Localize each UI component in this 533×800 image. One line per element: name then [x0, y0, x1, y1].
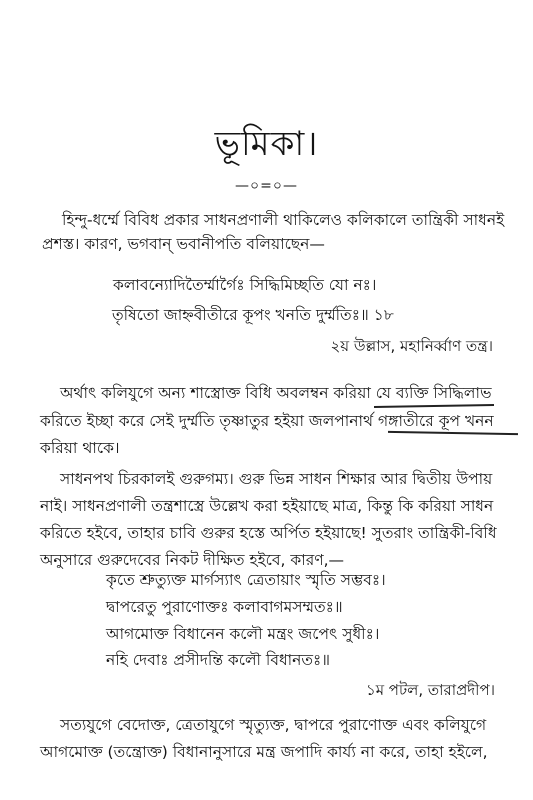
explanation-line-2: করিতে ইচ্ছা করে সেই দুর্ম্মতি তৃষ্ণাতুর হইয়া জলপানার্থ গঙ্গাতীরে কূপ খনন [40, 412, 494, 430]
pen-underline [374, 404, 494, 408]
sadhan-line-3: করিতে হইবে, তাহার চাবি গুরুর হস্তে অর্পিত হইয়াছে! সুতরাং তান্ত্রিকী-বিধি [40, 524, 497, 542]
sadhan-line-1: সাধনপথ চিরকালই গুরুগম্য। গুরু ভিন্ন সাধন শিক্ষার আর দ্বিতীয় উপায় [60, 470, 493, 488]
verse1-source: ২য় উল্লাস, মহানির্ব্বাণ তন্ত্র। [330, 337, 493, 355]
sadhan-line-4: অনুসারে গুরুদেবের নিকট দীক্ষিত হইবে, কারণ,— [40, 551, 345, 569]
intro-line-2: প্রশস্ত। কারণ, ভগবান্ ভবানীপতি বলিয়াছেন— [42, 235, 325, 253]
closing-line-2: আগমোক্ত (তন্ত্রোক্ত) বিধানানুসারে মন্ত্র জপাদি কার্য্য না করে, তাহা হইলে, [40, 743, 488, 761]
explanation-line-1: অর্থাৎ কলিযুগে অন্য শাস্ত্রোক্ত বিধি অবলম্বন করিয়া যে ব্যক্তি সিদ্ধিলাভ [60, 384, 492, 402]
page-title: ভূমিকা। [214, 124, 319, 164]
verse2-line-2: দ্বাপরেতু পুরাণোক্তঃ কলাবাগমসম্মতঃ॥ [106, 598, 343, 616]
closing-line-1: সত্যযুগে বেদোক্ত, ত্রেতাযুগে স্মৃত্যুক্ত, দ্বাপরে পুরাণোক্ত এবং কলিযুগে [60, 716, 487, 734]
sadhan-line-2: নাই। সাধনপ্রণালী তন্ত্রশাস্ত্রে উল্লেখ করা হইয়াছে মাত্র, কিন্তু কি করিয়া সাধন [40, 497, 494, 515]
verse1-line-2: তৃষিতো জাহ্নবীতীরে কূপং খনতি দুর্ম্মতিঃ॥ ১৮ [112, 306, 394, 324]
verse2-line-4: নহি দেবাঃ প্রসীদন্তি কলৌ বিধানতঃ॥ [106, 651, 331, 669]
explanation-line-3: করিয়া থাকে। [40, 439, 120, 457]
verse2-line-3: আগমোক্ত বিধানেন কলৌ মন্ত্রং জপেৎ সুধীঃ। [106, 625, 380, 643]
pen-underline [388, 431, 518, 435]
intro-line-1: হিন্দু-ধর্ম্মে বিবিধ প্রকার সাধনপ্রণালী থাকিলেও কলিকালে তান্ত্রিকী সাধনই [62, 211, 505, 229]
verse2-line-1: কৃতে শ্রুত্যুক্ত মার্গস্যাৎ ত্রেতায়াং স্মৃতি সম্ভবঃ। [106, 571, 386, 589]
verse2-source: ১ম পটল, তারাপ্রদীপ। [365, 681, 495, 699]
verse1-line-1: কলাবন্যোদিতৈর্ম্মার্গৈঃ সিদ্ধিমিচ্ছতি যো নঃ। [113, 276, 377, 294]
title-ornament: —০=০— [235, 178, 298, 194]
